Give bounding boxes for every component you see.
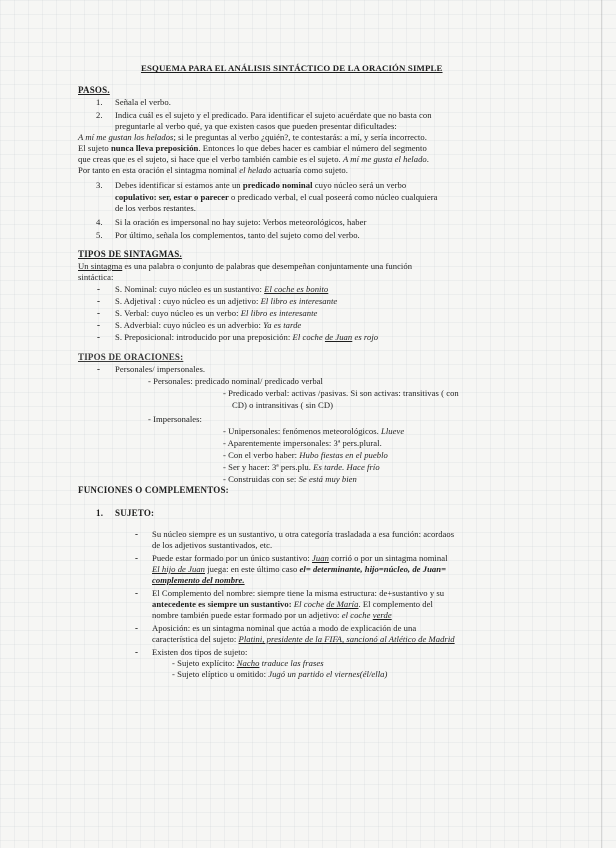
bullet: - [97, 308, 100, 318]
impersonal-item-example: Hubo fiestas en el pueblo [299, 450, 388, 460]
sintagma-item-text: S. Preposicional: introducido por una preposición: [115, 332, 293, 342]
impersonal-item-example: Es tarde. Hace frío [313, 462, 380, 472]
sujeto-explicito-label: - Sujeto explícito: [172, 658, 237, 668]
bullet: - [97, 332, 100, 342]
example-el-coche: El coche [293, 599, 327, 609]
example-verde: verde [372, 610, 392, 620]
example-traduce: traduce las frases [259, 658, 324, 668]
step-2-line-1: Indica cuál es el sujeto y el predicado. Para identificar el sujeto acuérdate que no basta con [115, 110, 432, 120]
sintagma-term: Un sintagma [78, 261, 123, 271]
step-2-line-2: preguntarle al verbo qué, ya que existen casos que pueden presentar dificultades: [115, 121, 397, 131]
bullet: - [97, 320, 100, 330]
example-hijo-de-juan: El hijo de Juan [152, 564, 206, 574]
bullet: - [97, 364, 100, 374]
sintagmas-heading: TIPOS DE SINTAGMAS. [78, 249, 182, 259]
impersonal-item-unipersonales [223, 426, 404, 436]
step-2-line-4-c: . Entonces lo que debes hacer es cambiar el número del segmento [198, 143, 427, 153]
step-2-number: 2. [96, 110, 103, 120]
example-de-maria: de María [326, 599, 359, 609]
sujeto-point-3-line-1: El Complemento del nombre: siempre tiene la misma estructura: de+sustantivo y su [152, 588, 445, 598]
impersonal-item-example: Se está muy bien [298, 474, 357, 484]
step-4-number: 4. [96, 217, 103, 227]
sintagma-definition-rest: es una palabra o conjunto de palabras que desempeñan conjuntamente una función [122, 261, 413, 271]
sujeto-point-4-line-2 [152, 634, 455, 644]
sintagma-item-text: S. Verbal: cuyo núcleo es un verbo: [115, 308, 241, 318]
sintagma-item-example: Ya es tarde [263, 320, 302, 330]
sujeto-heading: SUJETO: [115, 508, 155, 518]
bullet: - [135, 588, 138, 598]
step-2-line-3-rest: ; si le preguntas al verbo ¿quién?, te contestarás: a mí, y sería incorrecto. [173, 132, 427, 142]
sujeto-point-2-line-1 [152, 553, 448, 563]
step-2-line-3 [78, 132, 427, 142]
impersonal-item-ser-hacer [223, 462, 380, 472]
funciones-heading: FUNCIONES O COMPLEMENTOS: [78, 485, 229, 495]
step-2-line-6-c: actuaría como sujeto. [271, 165, 348, 175]
example-nacho: Nacho [236, 658, 260, 668]
sujeto-point-2-a: Puede estar formado por un único sustantivo: [152, 553, 313, 563]
step-2-line-6 [78, 165, 348, 175]
sujeto-point-2-analysis: el= determinante, hijo=núcleo, de Juan= [299, 564, 447, 574]
sintagma-item-preposicional [115, 332, 378, 342]
sintagma-item-example-underlined: de Juan [324, 332, 353, 342]
sujeto-point-3-line-3 [152, 610, 392, 620]
sujeto-point-3-line-2 [152, 599, 433, 609]
sujeto-eliptico [172, 669, 387, 679]
step-3-number: 3. [96, 180, 103, 190]
step-4-text: Si la oración es impersonal no hay sujeto: Verbos meteorológicos, haber [115, 217, 367, 227]
complemento-del-nombre: complemento del nombre. [152, 575, 245, 585]
sujeto-explicito [172, 658, 324, 668]
step-2-line-6-a: Por tanto en esta oración el sintagma nominal [78, 165, 240, 175]
sujeto-point-2-line-2-b: juega: en este último caso [205, 564, 300, 574]
impersonal-item-text: - Unipersonales: fenómenos meteorológicos. [223, 426, 381, 436]
step-5-number: 5. [96, 230, 103, 240]
sujeto-number: 1. [96, 508, 104, 518]
impersonal-item-text: - Ser y hacer: 3ª pers.plu. [223, 462, 314, 472]
sintagma-item-nominal [115, 284, 328, 294]
impersonal-item-text: - Construidas con se: [223, 474, 299, 484]
predicado-verbal-line-2: CD) o intransitivas ( sin CD) [232, 400, 333, 410]
sujeto-point-2-line-3 [152, 575, 245, 585]
sintagma-item-verbal [115, 308, 317, 318]
sujeto-point-4-line-2-a: característica del sujeto: [152, 634, 239, 644]
step-3-line-3: de los verbos restantes. [115, 203, 196, 213]
sintagma-item-example-end: es rojo [352, 332, 379, 342]
sujeto-point-3-line-3-a: nombre también puede estar formado por un adjetivo: [152, 610, 342, 620]
pasos-heading: PASOS. [78, 85, 110, 95]
step-2-line-4 [78, 143, 427, 153]
sintagma-item-adjetival [115, 296, 337, 306]
step-1-text: Señala el verbo. [115, 97, 171, 107]
sujeto-eliptico-label: - Sujeto elíptico u omitido: [172, 669, 269, 679]
sujeto-point-3-line-2-d: . El complemento del [358, 599, 433, 609]
example-platini: Platini, presidente de la FIFA, sancionó al Atlético de Madrid [238, 634, 455, 644]
step-2-line-5-a: que creas que es el sujeto, si hace que el verbo también cambie es el sujeto. [78, 154, 343, 164]
sintagma-item-example: El coche es bonito [264, 284, 329, 294]
oraciones-heading: TIPOS DE ORACIONES: [78, 352, 184, 362]
document-title: ESQUEMA PARA EL ANÁLISIS SINTÁCTICO DE LA ORACIÓN SIMPLE [141, 63, 443, 73]
step-2-emphasis: nunca lleva preposición [110, 143, 199, 153]
impersonal-item-text: - Con el verbo haber: [223, 450, 300, 460]
example-juan: Juan [312, 553, 329, 563]
sujeto-point-2-line-2 [152, 564, 446, 574]
bullet: - [135, 623, 138, 633]
sintagma-definition-line-2: sintáctica: [78, 272, 114, 282]
impersonal-item-example: Llueve [381, 426, 405, 436]
page-edge [601, 0, 602, 848]
sintagma-item-text: S. Adjetival : cuyo núcleo es un adjetivo: [115, 296, 261, 306]
step-1-number: 1. [96, 97, 103, 107]
example-gusta: A mí me gusta el helado [342, 154, 427, 164]
example-jugo: Jugó un partido el viernes(él/ella) [268, 669, 388, 679]
example-helado: el helado [239, 165, 272, 175]
step-2-line-5-c: . [426, 154, 429, 164]
sintagma-definition-line-1 [78, 261, 412, 271]
bullet: - [97, 296, 100, 306]
bullet: - [97, 284, 100, 294]
step-3-line-1-c: cuyo núcleo será un verbo [312, 180, 407, 190]
sintagma-item-text: S. Nominal: cuyo núcleo es un sustantivo: [115, 284, 265, 294]
sujeto-point-1-line-1: Su núcleo siempre es un sustantivo, u otra categoría trasladada a esa función: acordaos [152, 529, 455, 539]
step-3-line-2-b: o predicado verbal, el cual poseerá como núcleo cualquiera [228, 192, 438, 202]
bullet: - [135, 647, 138, 657]
impersonal-item-se [223, 474, 357, 484]
step-2-line-4-a: El sujeto [78, 143, 111, 153]
sintagma-item-example: El coche [292, 332, 325, 342]
bullet: - [135, 529, 138, 539]
impersonal-item-haber [223, 450, 388, 460]
sintagma-item-text: S. Adverbial: cuyo núcleo es un adverbio: [115, 320, 264, 330]
sujeto-point-4-line-1: Aposición: es un sintagma nominal que actúa a modo de explicación de una [152, 623, 417, 633]
predicado-nominal-emphasis: predicado nominal [242, 180, 313, 190]
personales-impersonales: Personales/ impersonales. [115, 364, 206, 374]
sintagma-item-example: El libro es interesante [240, 308, 318, 318]
step-5-text: Por último, señala los complementos, tanto del sujeto como del verbo. [115, 230, 360, 240]
step-3-line-1-a: Debes identificar si estamos ante un [115, 180, 243, 190]
sintagma-item-example: El libro es interesante [260, 296, 338, 306]
impersonales-line: - Impersonales: [148, 414, 202, 424]
sujeto-point-1-line-2: de los adjetivos sustantivados, etc. [152, 540, 273, 550]
predicado-verbal-line-1: - Predicado verbal: activas /pasivas. Si son activas: transitivas ( con [223, 388, 459, 398]
example-el-coche-2: el coche [341, 610, 373, 620]
example-gustan: A mí me gustan los helados [78, 132, 174, 142]
step-3-line-2 [115, 192, 437, 202]
sintagma-item-adverbial [115, 320, 301, 330]
step-2-line-5 [78, 154, 429, 164]
bullet: - [135, 553, 138, 563]
step-3-line-1 [115, 180, 406, 190]
sujeto-point-3-emphasis: antecedente es siempre un sustantivo: [152, 599, 294, 609]
sujeto-point-2-c: corrió o por un sintagma nominal [328, 553, 448, 563]
sujeto-point-5-line-1: Existen dos tipos de sujeto: [152, 647, 248, 657]
personales-line: - Personales: predicado nominal/ predicado verbal [148, 376, 323, 386]
impersonal-item-text: - Aparentemente impersonales: 3ª pers.plural. [223, 438, 382, 448]
impersonal-item-aparentemente [223, 438, 382, 448]
copulativo-emphasis: copulativo: ser, estar o parecer [115, 192, 229, 202]
